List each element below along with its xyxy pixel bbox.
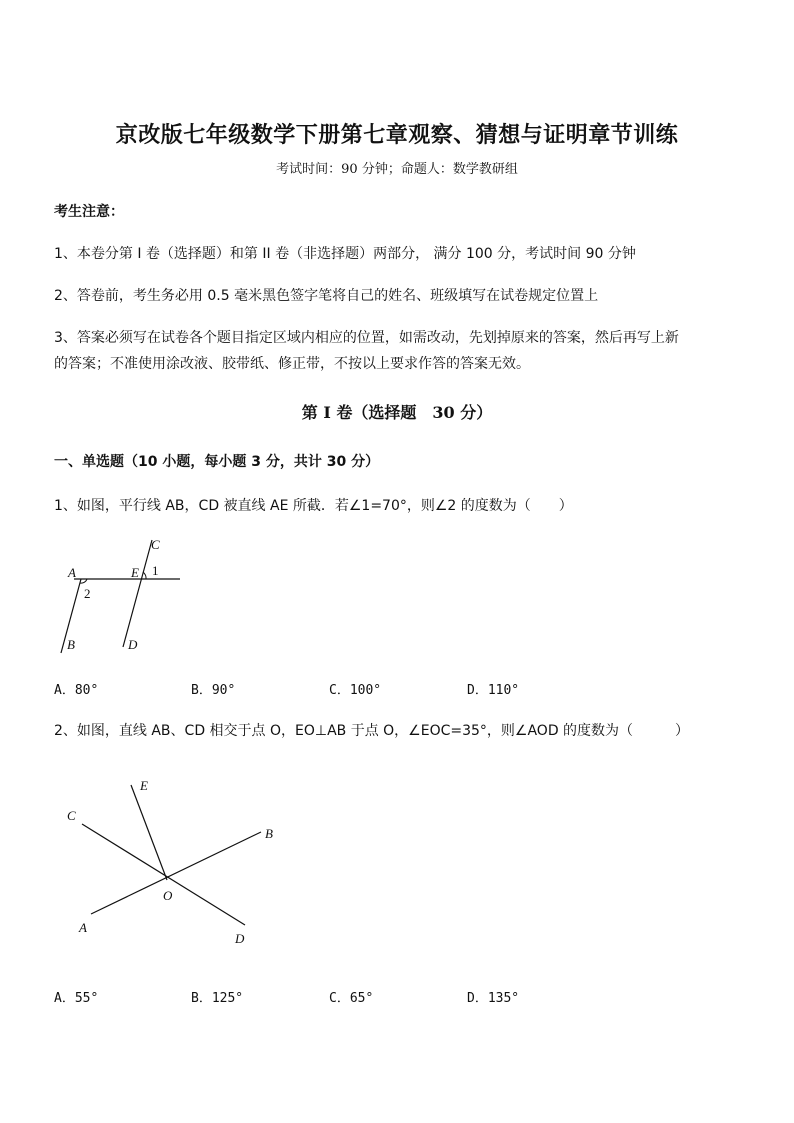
label-o: O	[163, 888, 173, 903]
question-2-option-c[interactable]: C．65°	[329, 991, 374, 1006]
exam-title: 京改版七年级数学下册第七章观察、猜想与证明章节训练	[115, 122, 679, 148]
notice-heading: 考生注意：	[54, 204, 124, 220]
label-d: D	[235, 931, 245, 946]
line-cd	[82, 824, 245, 925]
question-1-option-b[interactable]: B．90°	[191, 683, 236, 698]
notice-item: 3、答案必须写在试卷各个题目指定区域内相应的位置，如需改动，先划掉原来的答案，然后再写上新	[54, 330, 679, 346]
label-b: B	[265, 826, 273, 841]
question-2-option-d[interactable]: D．135°	[467, 991, 520, 1006]
label-angle-2: 2	[84, 586, 91, 601]
part-heading: 一、单选题（10 小题，每小题 3 分，共计 30 分）	[54, 454, 380, 470]
angle-1-arc	[143, 572, 146, 579]
question-1-option-c[interactable]: C．100°	[329, 683, 382, 698]
label-c: C	[67, 808, 76, 823]
question-1-text: 1、如图，平行线 AB，CD 被直线 AE 所截．若∠1=70°，则∠2 的度数为（ ）	[54, 498, 573, 514]
notice-item: 的答案；不准使用涂改液、胶带纸、修正带，不按以上要求作答的答案无效。	[54, 356, 530, 372]
question-1-option-d[interactable]: D．110°	[467, 683, 520, 698]
label-b: B	[67, 637, 75, 652]
label-e: E	[140, 778, 148, 793]
question-2-option-b[interactable]: B．125°	[191, 991, 244, 1006]
notice-item: 2、答卷前，考生务必用 0.5 毫米黑色签字笔将自己的姓名、班级填写在试卷规定位置上	[54, 288, 599, 304]
question-1-figure	[50, 530, 210, 660]
question-2-figure	[55, 770, 295, 955]
exam-subtitle: 考试时间：90 分钟；命题人：数学教研组	[276, 162, 518, 177]
section-title: 第 I 卷（选择题 30 分）	[301, 403, 493, 422]
line-ab	[91, 832, 261, 914]
label-angle-1: 1	[152, 563, 159, 578]
question-2-text: 2、如图，直线 AB、CD 相交于点 O，EO⊥AB 于点 O，∠EOC=35°，则∠AOD 的度数为（ ）	[54, 723, 690, 739]
line-cd	[123, 540, 152, 647]
label-c: C	[151, 537, 160, 552]
notice-item: 1、本卷分第 I 卷（选择题）和第 II 卷（非选择题）两部分， 满分 100 分，考试时间 90 分钟	[54, 246, 636, 262]
label-d: D	[128, 637, 138, 652]
question-1-option-a[interactable]: A．80°	[54, 683, 99, 698]
label-a: A	[68, 565, 76, 580]
question-2-option-a[interactable]: A．55°	[54, 991, 99, 1006]
label-e: E	[131, 565, 139, 580]
label-a: A	[79, 920, 87, 935]
